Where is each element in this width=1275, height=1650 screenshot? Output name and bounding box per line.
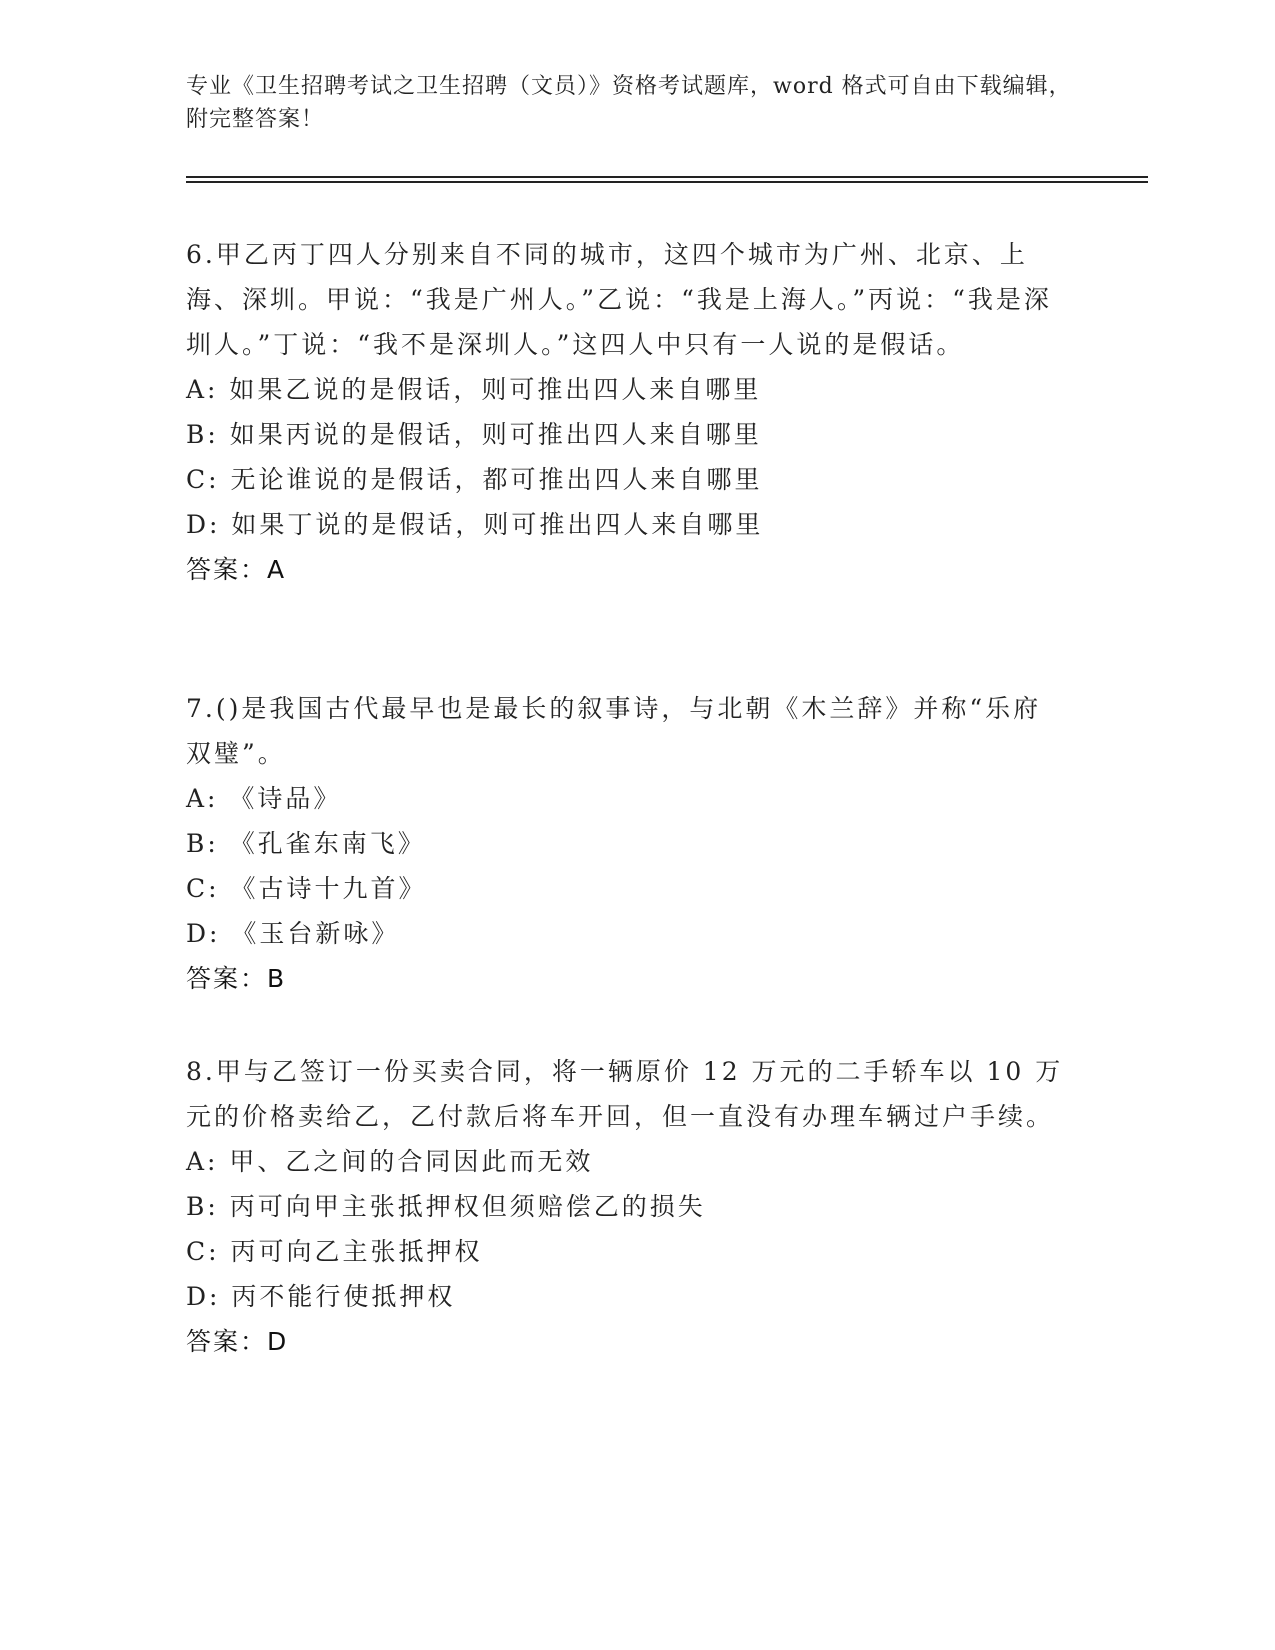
header-divider-bottom [186,181,1148,183]
option-b: B: 《孔雀东南飞》 [186,829,426,858]
question-stem: 8.甲与乙签订一份买卖合同，将一辆原价 12 万元的二手轿车以 10 万元的价格卖给乙，乙付款后将车开回，但一直没有办理车辆过户手续。 [186,1057,1064,1131]
option-d: D: 丙不能行使抵押权 [186,1282,456,1311]
option-b: B: 丙可向甲主张抵押权但须赔偿乙的损失 [186,1192,706,1221]
question-7 [186,686,1066,1001]
question-6 [186,232,1066,592]
question-stem: 7.()是我国古代最早也是最长的叙事诗，与北朝《木兰辞》并称“乐府双璧”。 [186,694,1042,768]
option-a: A: 甲、乙之间的合同因此而无效 [186,1147,594,1176]
option-d: D: 《玉台新咏》 [186,919,400,948]
question-stem: 6.甲乙丙丁四人分别来自不同的城市，这四个城市为广州、北京、上海、深圳。甲说：“我是广州人。”乙说：“我是上海人。”丙说：“我是深圳人。”丁说：“我不是深圳人。”这四人中只有一人说的是假话。 [186,240,1052,359]
option-a: A: 《诗品》 [186,784,342,813]
document-header: 专业《卫生招聘考试之卫生招聘（文员）》资格考试题库，word 格式可自由下载编辑，附完整答案！ [186,74,1072,132]
answer-line: 答案：B [186,964,287,993]
answer-line: 答案：A [186,555,287,584]
header-divider-top [186,176,1148,178]
answer-line: 答案：D [186,1327,289,1356]
question-8 [186,1049,1066,1364]
option-c: C: 丙可向乙主张抵押权 [186,1237,483,1266]
option-c: C: 无论谁说的是假话，都可推出四人来自哪里 [186,465,763,494]
option-c: C: 《古诗十九首》 [186,874,427,903]
option-b: B: 如果丙说的是假话，则可推出四人来自哪里 [186,420,762,449]
option-a: A: 如果乙说的是假话，则可推出四人来自哪里 [186,375,762,404]
option-d: D: 如果丁说的是假话，则可推出四人来自哪里 [186,510,764,539]
